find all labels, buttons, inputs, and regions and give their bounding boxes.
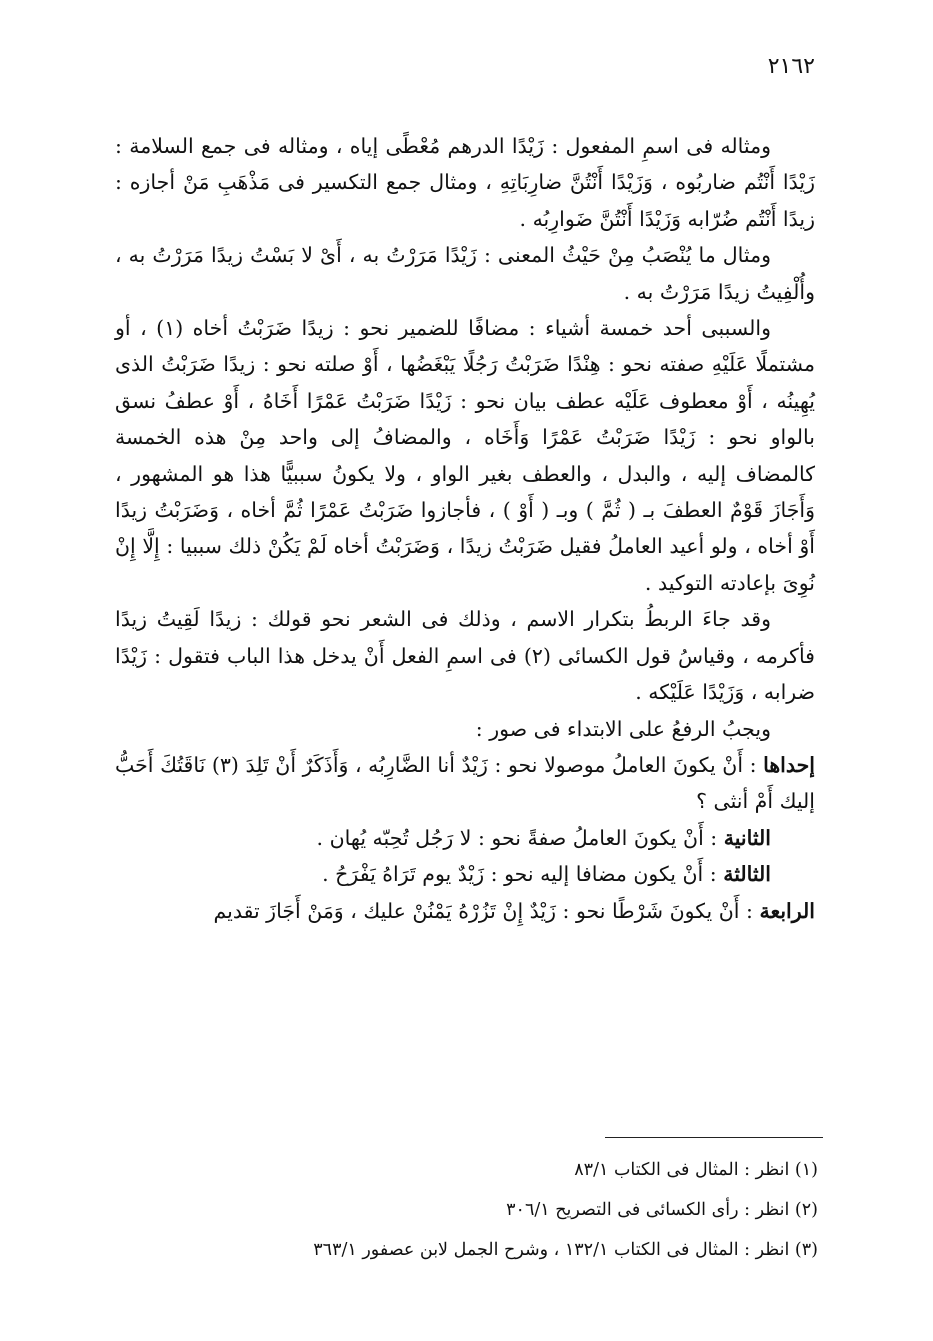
footnote-3: (٣) انظر : المثال فى الكتاب ١٣٢/١ ، وشرح الجمل لابن عصفور ٣٦٣/١ — [313, 1240, 818, 1260]
case-label: إحداها — [763, 752, 816, 777]
case-text: : أَنْ يكونَ شَرْطًا نحو : زَيْدٌ إِنْ تَزُرْهُ يَمْنُنْ عليك ، وَمَنْ أَجَازَ تقديم — [213, 898, 760, 923]
footnotes — [118, 1150, 818, 1270]
paragraph-raf-intro: ويجبُ الرفعُ على الابتداء فى صور : — [475, 716, 771, 741]
case-text: : أَنْ يكونَ العاملُ موصولا نحو : زَيْدٌ أنا الضَّارِبُه ، وَأَذَكَرٌ أَنْ تَلِدَ (٣) نَاقَتُكَ أَحَبُّ إليك أَمْ أنثى ؟ — [115, 752, 815, 814]
footnote-2: (٢) انظر : رأى الكسائى فى التصريح ٣٠٦/١ — [506, 1200, 818, 1220]
case-third — [115, 856, 815, 892]
paragraph-meaning: ومثال ما يُنْصَبُ مِنْ حَيْثُ المعنى : زَيْدًا مَرَرْتُ به ، أَىْ لا بَسْتُ زيدًا مَرَرْتُ به ، وأُلْفِيتُ زيدًا مَرَرْتُ به . — [115, 243, 815, 304]
case-label: الرابعة — [759, 898, 815, 923]
paragraph-sababi: والسببى أحد خمسة أشياء : مضافًا للضمير نحو : زيدًا ضَرَبْتُ أخاه (١) ، أو مشتملًا عَلَيْهِ صفته نحو : هِنْدًا ضَرَبْتُ رَجُلًا يَبْغَضُها ، أَوْ صلته نحو : زيدًا ضَرَبْتُ الذى يُهِينُه ، أَوْ معطوف عَلَيْه عطف بيان نحو : زَيْدًا ضَرَبْتُ عَمْرًا أَخَاهُ ، أَوْ عطفُ نسق بالواو نحو : زَيْدًا ضَرَبْتُ عَمْرًا وَأَخَاه ، والمضافُ إلى واحد مِنْ هذه الخمسة كالمضاف إليه ، والبدل ، والعطف بغير الواو ، ولا يكونُ سببيًّا هذا هو المشهور ، وَأَجَازَ قَوْمٌ العطفَ بـ ( ثُمَّ ) وبـ ( أَوْ ) ، فأجازوا ضَرَبْتُ عَمْرًا ثُمَّ أخاه ، وَضَرَبْتُ زيدًا أَوْ أخاه ، ولو أعيد العاملُ فقيل ضَرَبْتُ زيدًا ، وَضَرَبْتُ أخاه لَمْ يَكُنْ ذلك سببيا : إِلَّا إِنْ نُوِىَ بإعادته التوكيد . — [115, 316, 815, 595]
case-label: الثالثة — [723, 862, 771, 887]
paragraph-passive-participle: ومثاله فى اسمِ المفعول : زَيْدًا الدرهم مُعْطًى إياه ، ومثاله فى جمع السلامة : زَيْدًا أَنْتُم ضاربُوه ، وَزَيْدًا أَنْتُنَّ ضارِبَاتِهِ ، ومثال جمع التكسير فى مَذْهَبِ مَنْ أجازه : زيدًا أَنْتُم ضُرّابه وَزَيْدًا أَنْتُنَّ ضَوارِبُه . — [115, 134, 815, 231]
page-number: ٢١٦٢ — [767, 54, 815, 79]
case-second — [115, 820, 815, 856]
case-text: : أَنْ يكونَ العاملُ صفةً نحو : لا رَجُل تُحِبّه يُهان . — [316, 825, 724, 850]
main-text — [115, 128, 815, 929]
case-first — [115, 747, 815, 820]
footnote-divider — [605, 1137, 823, 1138]
paragraph-repetition: وقد جاءَ الربطُ بتكرار الاسم ، وذلك فى الشعر نحو قولك : زيدًا لَقِيتُ زيدًا فأكرمه ، وقياسُ قول الكسائى (٢) فى اسمِ الفعل أَنْ يدخل هذا الباب فتقول : زَيْدًا ضرابه ، وَزَيْدًا عَلَيْكه . — [115, 607, 815, 705]
case-text: : أَنْ يكون مضافا إليه نحو : زَيْدٌ يوم تَرَاهُ يَفْرَحُ . — [322, 862, 724, 887]
case-fourth — [115, 893, 815, 929]
case-label: الثانية — [723, 825, 771, 850]
footnote-1: (١) انظر : المثال فى الكتاب ٨٣/١ — [574, 1160, 818, 1180]
